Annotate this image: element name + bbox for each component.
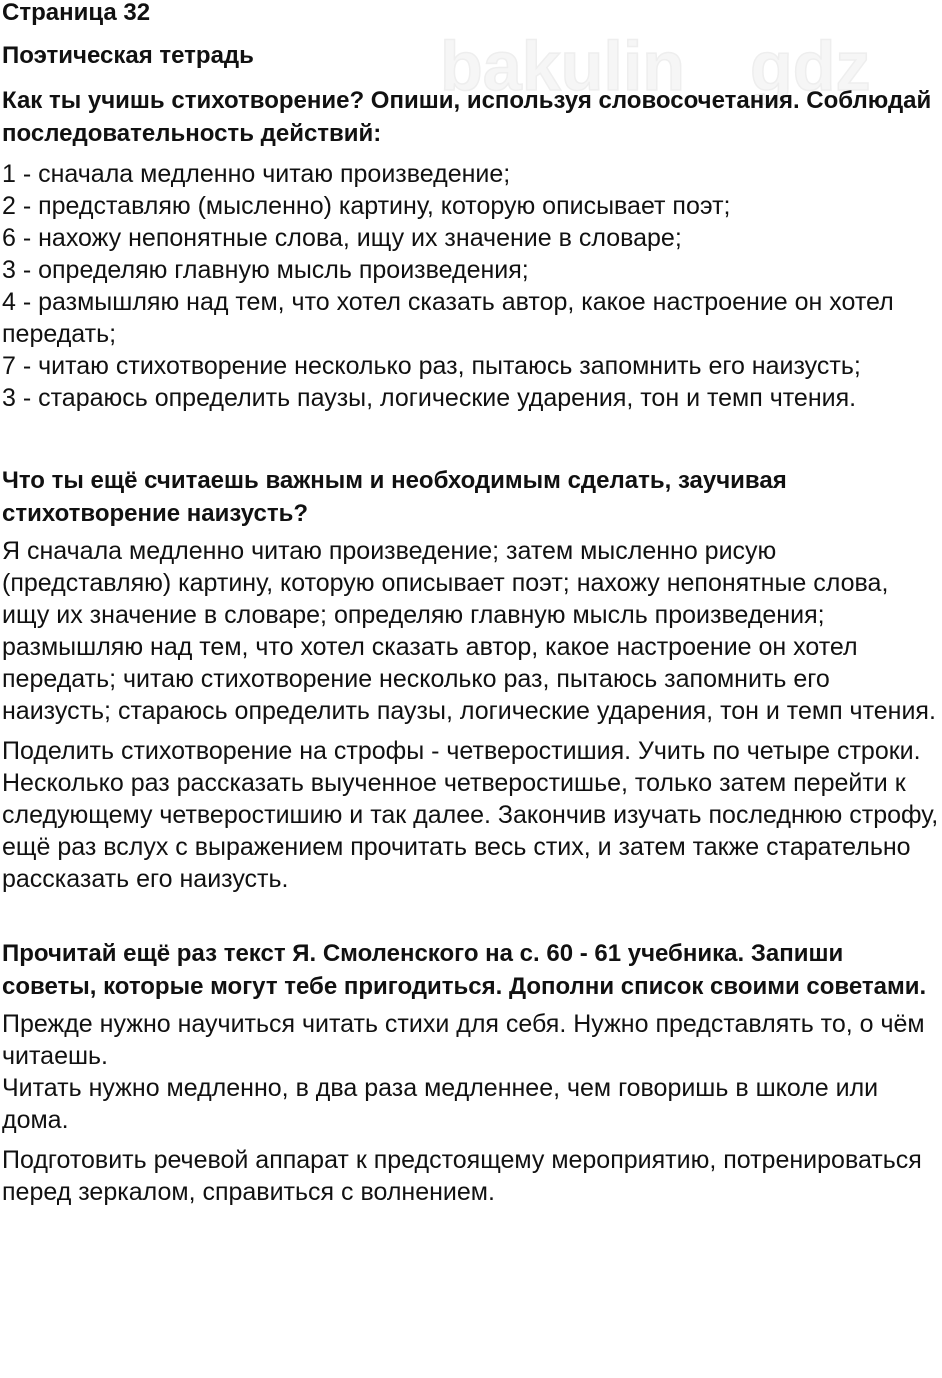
watermark-text-1: bakulin xyxy=(440,27,686,105)
answer-line: Прежде нужно научиться читать стихи для себя. Нужно представлять то, о чём читаешь. xyxy=(2,1010,925,1070)
question-1: Как ты учишь стихотворение? Опиши, используя словосочетания. Соблюдай последовательность действий: xyxy=(2,87,932,147)
answer-list xyxy=(2,158,942,414)
page-content xyxy=(2,0,942,1208)
page-header: Страница 32 xyxy=(2,0,151,26)
list-item: 6 - нахожу непонятные слова, ищу их значение в словаре; xyxy=(2,224,682,252)
answer-paragraph xyxy=(2,1008,942,1136)
list-item: 3 - определяю главную мысль произведения; xyxy=(2,256,529,284)
question-3: Прочитай ещё раз текст Я. Смоленского на с. 60 - 61 учебника. Запиши советы, которые могут тебе пригодиться. Дополни список своими советами. xyxy=(2,940,927,1000)
answer-paragraph: Я сначала медленно читаю произведение; затем мысленно рисую (представляю) картину, которую описывает поэт; нахожу непонятные слова, ищу их значение в словаре; определяю главную мысль произведения; размышляю над тем, что хотел сказать автор, какое настроение он хотел передать; читаю стихотворение несколько раз, пытаюсь запомнить его наизусть; стараюсь определить паузы, логические ударения, тон и темп чтения. xyxy=(2,537,936,725)
list-item: 4 - размышляю над тем, что хотел сказать автор, какое настроение он хотел передать; xyxy=(2,288,894,348)
question-2: Что ты ещё считаешь важным и необходимым сделать, заучивая стихотворение наизусть? xyxy=(2,467,787,527)
section-title: Поэтическая тетрадь xyxy=(2,42,254,69)
list-item: 2 - представляю (мысленно) картину, которую описывает поэт; xyxy=(2,192,731,220)
answer-paragraph: Поделить стихотворение на строфы - четверостишия. Учить по четыре строки. Несколько раз рассказать выученное четверостишье, только затем перейти к следующему четверостишию и так далее. Закончив изучать последнюю строфу, ещё раз вслух с выражением прочитать весь стих, и затем также старательно рассказать его наизусть. xyxy=(2,737,939,893)
watermark-text-2: gdz xyxy=(750,27,871,105)
answer-paragraph: Подготовить речевой аппарат к предстоящему мероприятию, потренироваться перед зеркалом, справиться с волнением. xyxy=(2,1146,922,1206)
list-item: 7 - читаю стихотворение несколько раз, пытаюсь запомнить его наизусть; xyxy=(2,352,861,380)
answer-line: Читать нужно медленно, в два раза медленнее, чем говоришь в школе или дома. xyxy=(2,1074,879,1134)
list-item: 1 - сначала медленно читаю произведение; xyxy=(2,160,511,188)
list-item: 3 - стараюсь определить паузы, логические ударения, тон и темп чтения. xyxy=(2,384,857,412)
